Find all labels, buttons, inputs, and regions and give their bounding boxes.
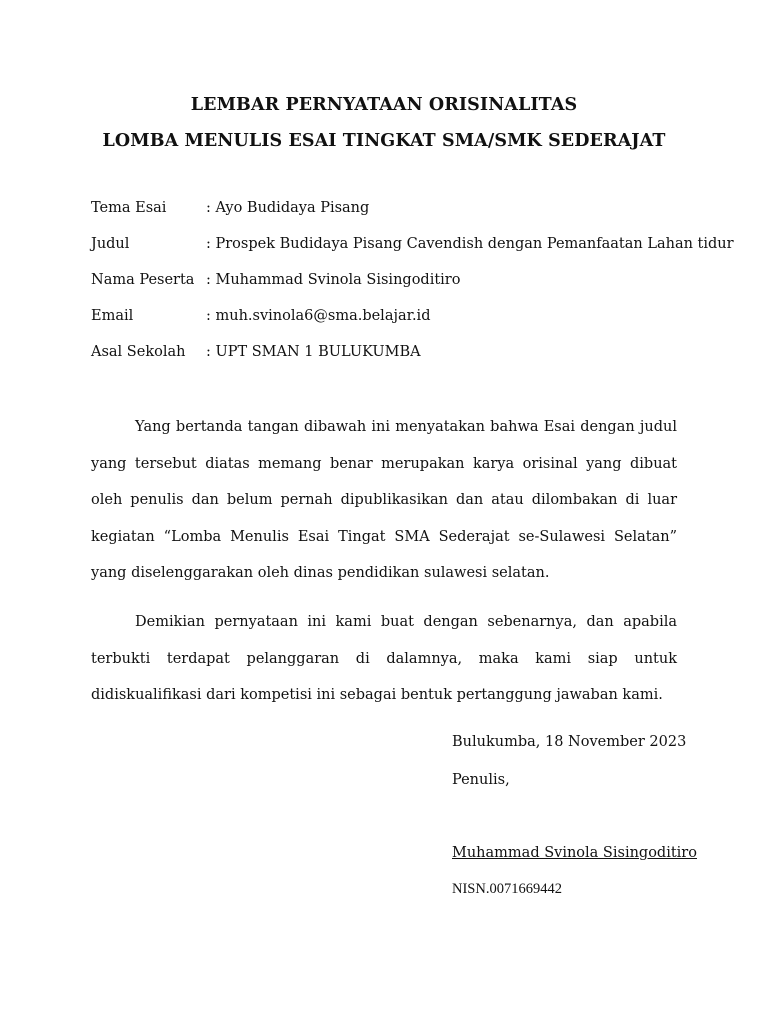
info-row-tema: [91, 200, 691, 236]
statement-paragraph: Yang bertanda tangan dibawah ini menyatakan bahwa Esai dengan judul yang tersebut diatas memang benar merupakan karya orisinal yang dibuat oleh penulis dan belum pernah dipublikasikan dan atau dilombakan di luar kegiatan “Lomba Menulis Esai Tingat SMA Sederajat se-Sulawesi Selatan” yang diselenggarakan oleh dinas pendidikan sulawesi selatan.: [91, 419, 677, 581]
info-row-judul: [91, 236, 734, 272]
info-row-sekolah: [91, 344, 691, 380]
info-value: : UPT SMAN 1 BULUKUMBA: [206, 344, 421, 360]
signer-role: Penulis,: [452, 772, 510, 788]
info-row-nama: [91, 272, 691, 308]
document-title: LEMBAR PERNYATAAN ORISINALITAS: [190, 95, 578, 115]
info-row-email: [91, 308, 691, 344]
info-value: : Ayo Budidaya Pisang: [206, 200, 370, 216]
info-value: : Muhammad Svinola Sisingoditiro: [206, 272, 461, 288]
place-date: Bulukumba, 18 November 2023: [452, 734, 687, 750]
essay-info-table: [91, 200, 734, 380]
info-label: Judul: [91, 236, 130, 252]
signer-name: Muhammad Svinola Sisingoditiro: [452, 845, 697, 861]
document-subtitle: LOMBA MENULIS ESAI TINGKAT SMA/SMK SEDERAJAT: [102, 131, 666, 151]
closing-paragraph: Demikian pernyataan ini kami buat dengan sebenarnya, dan apabila terbukti terdapat pelanggaran di dalamnya, maka kami siap untuk didiskualifikasi dari kompetisi ini sebagai bentuk pertanggung jawaban kami.: [91, 614, 677, 703]
info-value: : muh.svinola6@sma.belajar.id: [206, 308, 431, 324]
info-label: Nama Peserta: [91, 272, 195, 288]
info-label: Email: [91, 308, 134, 324]
signer-nisn: NISN.0071669442: [452, 881, 562, 897]
info-label: Asal Sekolah: [91, 344, 186, 360]
info-value: : Prospek Budidaya Pisang Cavendish dengan Pemanfaatan Lahan tidur: [206, 236, 734, 252]
info-label: Tema Esai: [91, 200, 167, 216]
